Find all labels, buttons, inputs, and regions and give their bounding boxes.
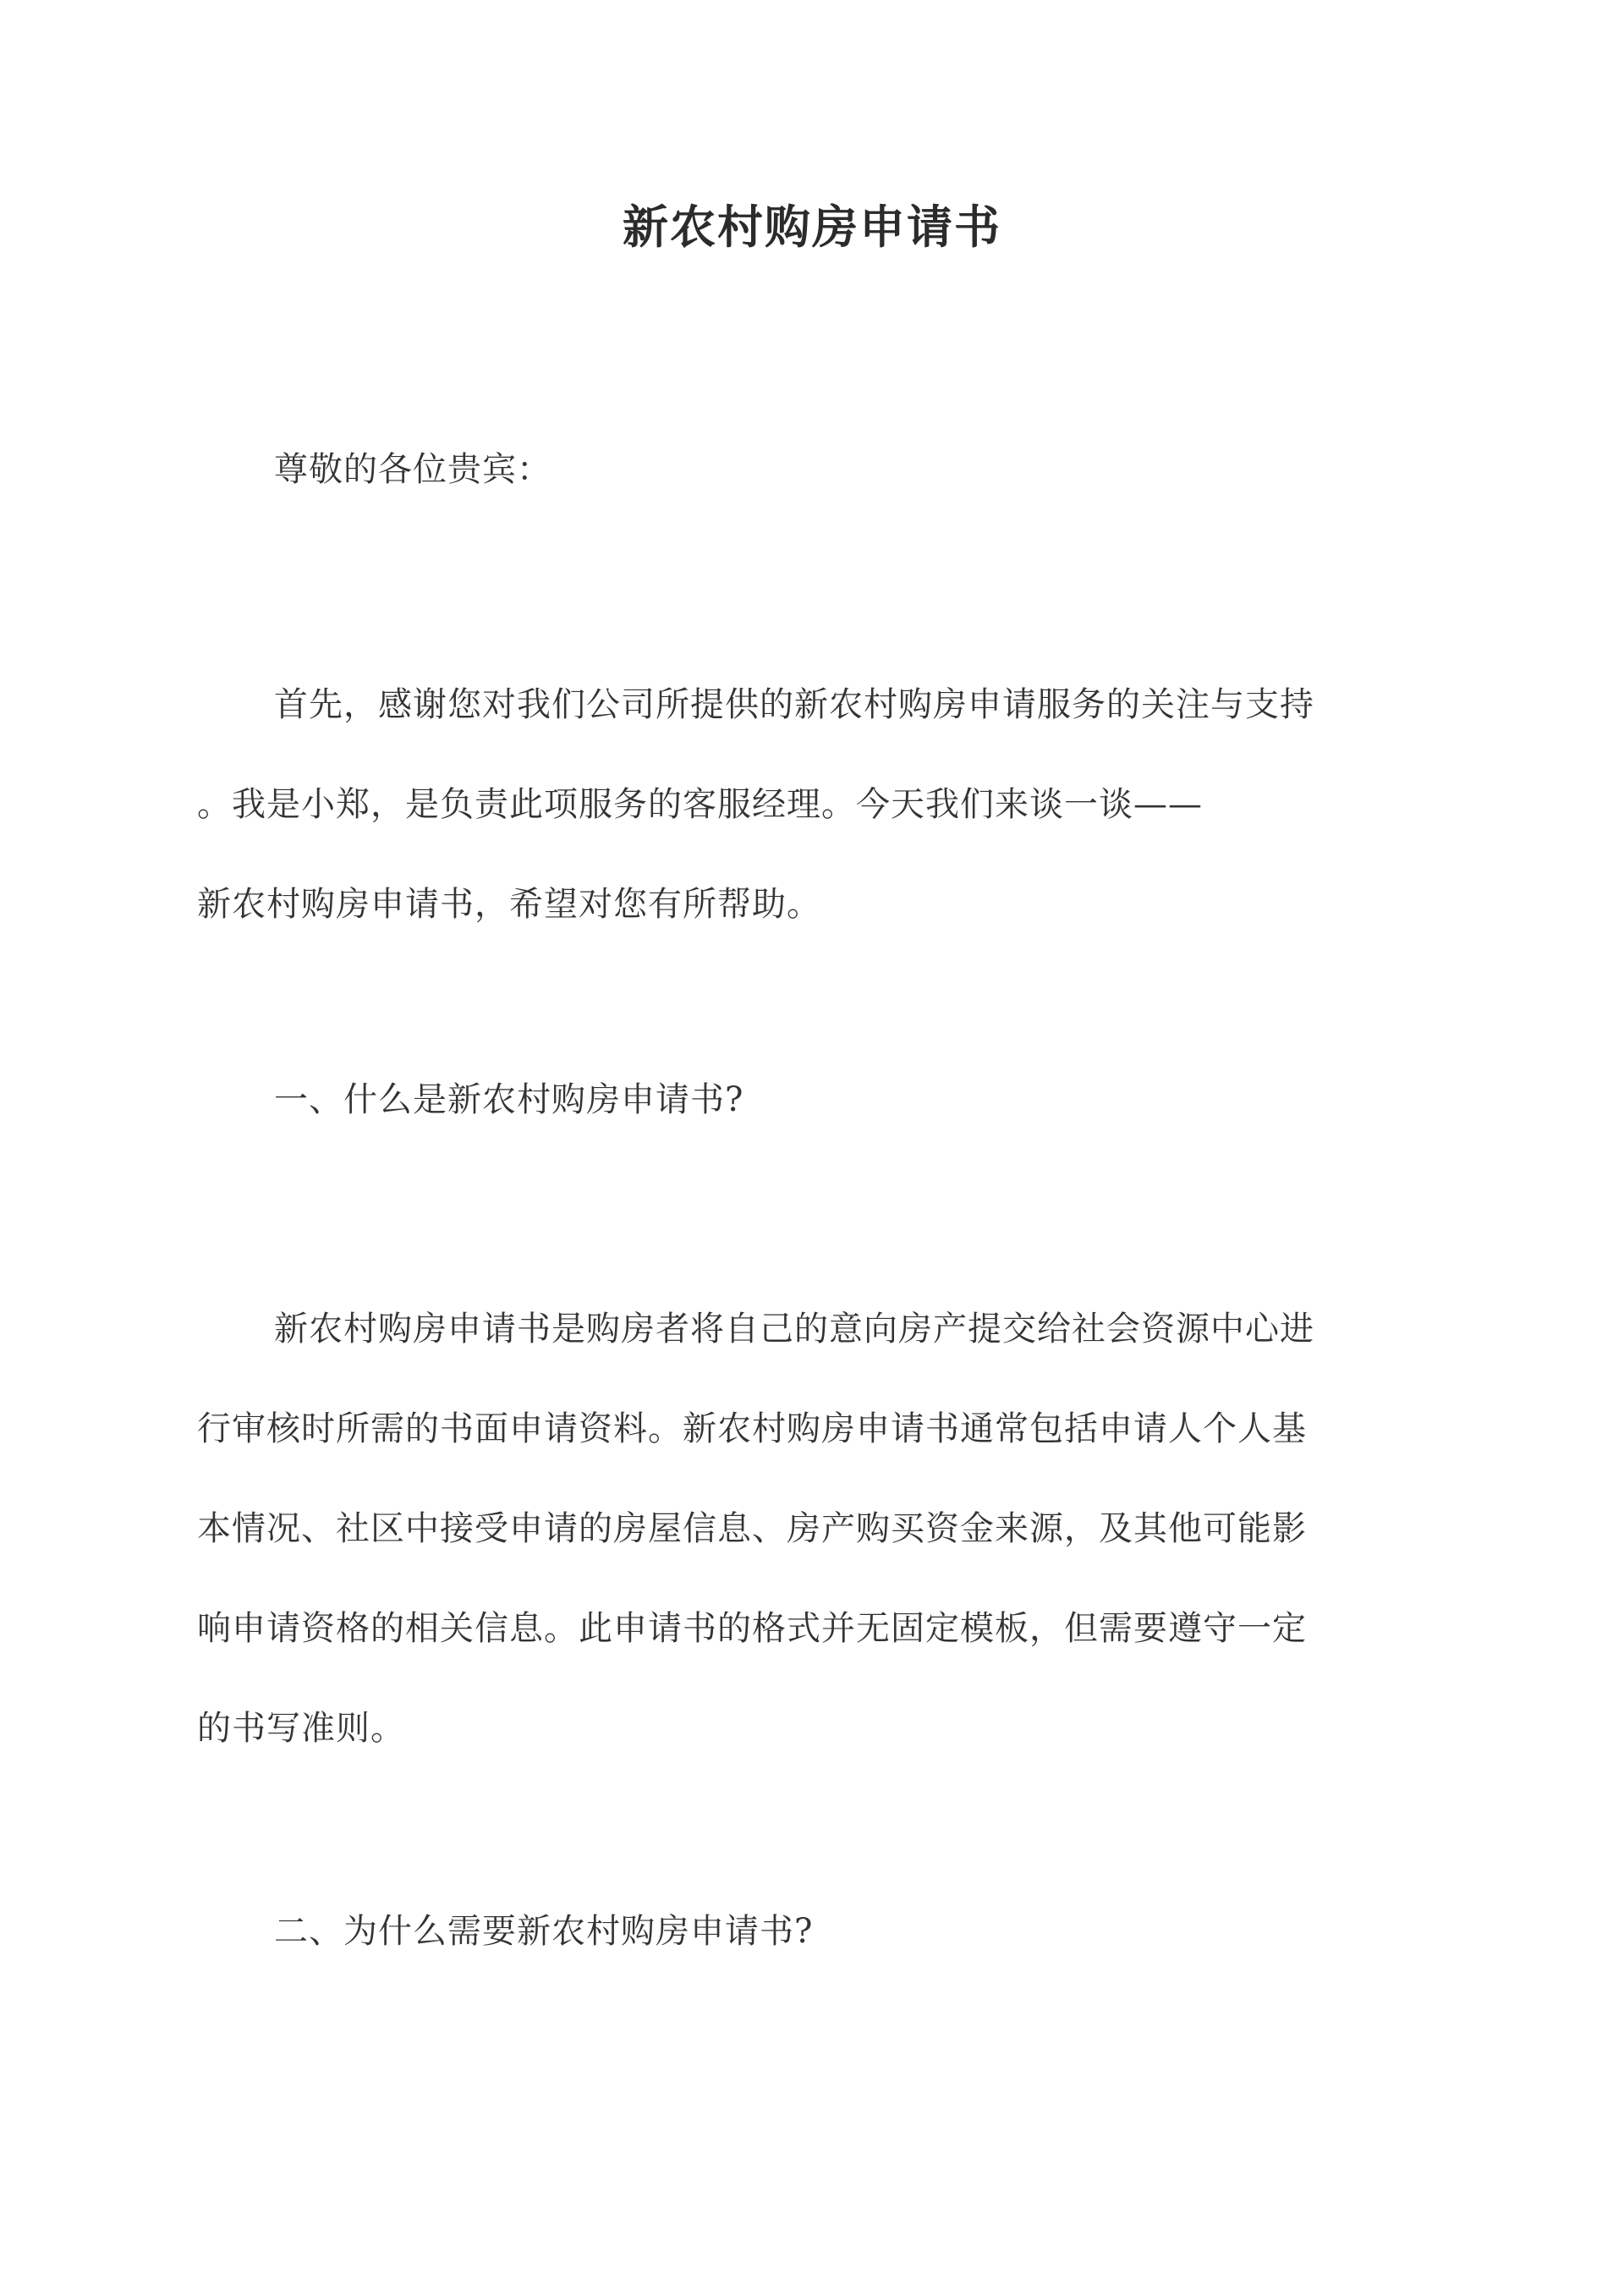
paragraph-line: 的书写准则。 (197, 1709, 405, 1748)
paragraph-line: 行审核时所需的书面申请资料。新农村购房申请书通常包括申请人个人基 (197, 1409, 1307, 1448)
section-heading-2: 二、为什么需要新农村购房申请书? (274, 1912, 814, 1951)
paragraph-line: 新农村购房申请书是购房者将自己的意向房产提交给社会资源中心进 (274, 1310, 1314, 1348)
document-title: 新农村购房申请书 (623, 200, 1001, 254)
paragraph-line: 新农村购房申请书，希望对您有所帮助。 (197, 885, 821, 924)
paragraph-line: 本情况、社区中接受申请的房屋信息、房产购买资金来源，及其他可能影 (197, 1509, 1307, 1548)
paragraph-line: 首先，感谢您对我们公司所提供的新农村购房申请服务的关注与支持 (274, 685, 1314, 724)
paragraph-line: 响申请资格的相关信息。此申请书的格式并无固定模板，但需要遵守一定 (197, 1609, 1307, 1648)
definition-paragraph (197, 1279, 1432, 1778)
salutation: 尊敬的各位贵宾： (274, 450, 551, 489)
section-heading-1: 一、什么是新农村购房申请书? (274, 1080, 744, 1119)
intro-paragraph (197, 655, 1432, 954)
paragraph-line: 。我是小郑，是负责此项服务的客服经理。今天我们来谈一谈—— (197, 785, 1203, 824)
